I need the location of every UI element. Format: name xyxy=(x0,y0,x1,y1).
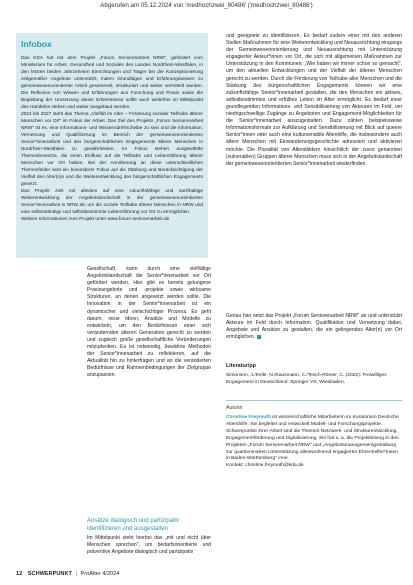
download-banner: Abgerufen am 05.12.2024 von 'medhochzwei_80486' ('medhochzwei_80486') xyxy=(100,2,313,9)
author-contact[interactable]: Kontakt: christine.freymuth@kda.de xyxy=(226,463,304,469)
left-column-lower xyxy=(87,266,211,380)
infobox-paragraph: Das Projekt zielt mit alledem auf eine zukunftsfähige und nachhaltige Weiterentwicklung der Angebotslandschaft in der gemeinwesenorientierten Senior*innenarbeit in NRW ab, um die soziale Teilhabe älterer Menschen in NRW und eine selbstständige und selbstbestimmte Lebensführung vor Ort zu ermöglichen. xyxy=(21,189,203,215)
body-paragraph: Im Mittelpunkt steht hierbei das „mit und nicht über Menschen sprechen", um bedarfsorientierte und präventive Angebote dialogisch und partizipativ xyxy=(87,535,211,556)
infobox-paragraph: Das KDA hat mit dem Projekt „Forum Seniorenarbeit NRW", gefördert vom Ministerium für Arbeit, Gesundheit und Soziales des Landes Nordrhein-Westfalen, in den letzten beiden Jahrzehnten Einrichtungen und Träger bei der Konzeptionierung zeitgemäßer Angebote unterstützt, indem Grundlagen und Erfahrungswissen zu gemeinwesenorientierter Arbeit gesammelt, strukturiert und weiter vermittelt wurden. Die Reflexion von Wissen und Erfahrungen aus Forschung und Praxis sowie die Begleitung der Umsetzung dieser Erkenntnisse sollte auch weiterhin im Mittelpunkt des Handelns stehen und weiter ausgebaut werden. xyxy=(21,56,203,110)
body-text: Genau hier setzt das Projekt „Forum Seniorenarbeit NRW" an und unterstützt Akteure im Feld durch Information, Qualifikation und Vernetzung dabei, Angebote und Ansätze zu gestalten, die ein gelingendes Alter(n) vor Ort ermöglichen. xyxy=(226,313,402,341)
body-paragraph: und geeignete zu identifizieren. Es bedarf zudem einer mit den anderen Stellen Maßnahmen für eine Weiterentwicklung und Neuausrichtung eingangs der Gemeinwesenorientierung und Neuausrichtung mit Unterstützung engagierter Akteur*innen vor Ort, die sich mit allgemeinen Maßnahmen zur Unterstützung in den Kommunen: „Wie haben wir immer schon so gemacht", um den aktuellen Entwicklungen und der Vielfalt der älteren Menschen gerecht zu werden. Durch die Förderung von Teilhabe aller Menschen und die Stärkung des bürgerschaftlichen Engagements können wir eine zukunftsfähige Senior*innenarbeit gestalten, die den Menschen ein aktives, selbstbestimmtes und erfülltes Leben im Alter ermöglicht. Es bedarf einer grundlegenden Informations- und Sensibilisierung von Akteuren im Feld, um niedrigschwellige Zugänge zu Angeboten und Engagement-Möglichkeiten für die Senior*innenarbeit auszugestalten. Dazu zählen beispielsweise Informationsformate zur Aufklärung und Sensibilisierung mit Blick auf queere Senior*innen oder auch eine kultursensible Altenhilfe, die insbesondere auch ältere Menschen mit Einwanderungsgeschichte adressiert und aktivieren möchte. Die Pluralität von Altersbildern hinsichtlich der zuvor genannten (vulnerablen) Gruppen älterer Menschen muss sich in der Angebotslandschaft der gemeinwesenorientierten Senior*innenarbeit wiederfinden. xyxy=(226,33,402,167)
rubric-label: SCHWERPUNKT xyxy=(27,571,72,577)
literature-reference: Simonson, J./Kelle, N./Kausmann, C./Tesch-Römer, C. (2022): Freiwilliges Engagement in Deutschland. Springer VS, Wiesbaden. xyxy=(226,373,387,385)
body-paragraph xyxy=(226,313,402,341)
author-heading: Autorin xyxy=(226,405,243,411)
infobox-paragraph: 2024 bis 2027 steht das Thema „Vielfalt im Alter – Förderung sozialer Teilhabe älterer Menschen vor Ort" im Fokus der Arbeit. Das Ziel des Projekts „Forum Seniorenarbeit NRW" ist es, eine Informations- und Wissensdrehscheibe zu sein und die Information, Vernetzung und Qualifizierung im Bereich der gemeinwesenorientierten Senior*innenarbeit und des bürgerschaftlichen Engagements älterer Menschen in Nordrhein-Westfalen zu gewährleisten. Im Fokus stehen ausgewählte Themenbereiche, die einen Einfluss auf die Teilhabe und Lebensführung älterer Menschen vor Ort haben. Bei der Annäherung an diese unterschiedlichen Themenfelder wird ein besonderer Fokus auf die Stärkung und Berücksichtigung der Vielfalt des Alter(n)s und die Weiterentwicklung des bürgerschaftlichen Engagements gesetzt. xyxy=(21,112,203,187)
author-name: Christine Freymuth xyxy=(226,415,271,420)
author-description: ist wissenschaftliche Mitarbeiterin im Kuratorium Deutsche Altershilfe. Sie begleitet und entwickelt Modell- und Forschungsprojekte. Schwerpunkte ihrer Arbeit sind die Themen Netzwerk- und Strukturentwicklung, Engagementförderung und Digitalisierung. Sie hat u. a. die Projektleitung in den Projekten „Forum Seniorenarbeit NRW" und „Angebotsmanagementgestaltung zur quartiersnahen Unterstützung alleinwohnend engagierter Ehrenhelfer*innen in Baden-Württemberg" inne. xyxy=(226,415,399,462)
divider xyxy=(226,400,402,401)
left-column-tail xyxy=(87,535,211,556)
footer-separator: | xyxy=(75,571,77,577)
infobox-link-paragraph: Weitere Informationen zum Projekt unter www.forum-seniorenarbeit.de xyxy=(21,217,170,222)
body-paragraph: Gesellschaft, kann durch eine vielfältige Angebotslandschaft die Senior*innenarbeit vor Ort gefördert werden. Hier gibt es bereits gelungene Praxisangebote und -projekte sowie wirksame Strukturen, an denen angesetzt werden sollte. Die Innovation in der Senior*innenarbeit ist ein dynamischer und vielschichtiger Prozess. Es geht darum, neue Ideen, Ansätze und Modelle zu entwickeln, um den Bedürfnissen einer sich verändernden älteren Generation gerecht zu werden und zugleich große gesellschaftliche Veränderungen mitzudenken. Es ist notwendig, bewährte Methoden der Senior*innenarbeit zu reflektieren, auf die Aktualität hin zu hinterfragen und an die veränderten Bedürfnisse und Rahmenbedingungen der Zielgruppe anzupassen. xyxy=(87,266,211,379)
issue-label: ProAlter 4/2024 xyxy=(80,571,120,577)
page-footer xyxy=(16,571,119,577)
page-number: 12 xyxy=(16,571,23,577)
right-column-middle xyxy=(226,313,402,341)
literature-heading: Literatur/pp xyxy=(226,363,256,369)
right-column-top xyxy=(226,33,402,168)
end-mark-icon xyxy=(257,335,261,339)
infobox-title: Infobox xyxy=(21,39,52,49)
infobox xyxy=(16,33,208,258)
section-heading: Ansätze dialogisch und partizipativ identifizieren und ausgestalten xyxy=(87,518,180,532)
author-bio xyxy=(226,415,402,470)
